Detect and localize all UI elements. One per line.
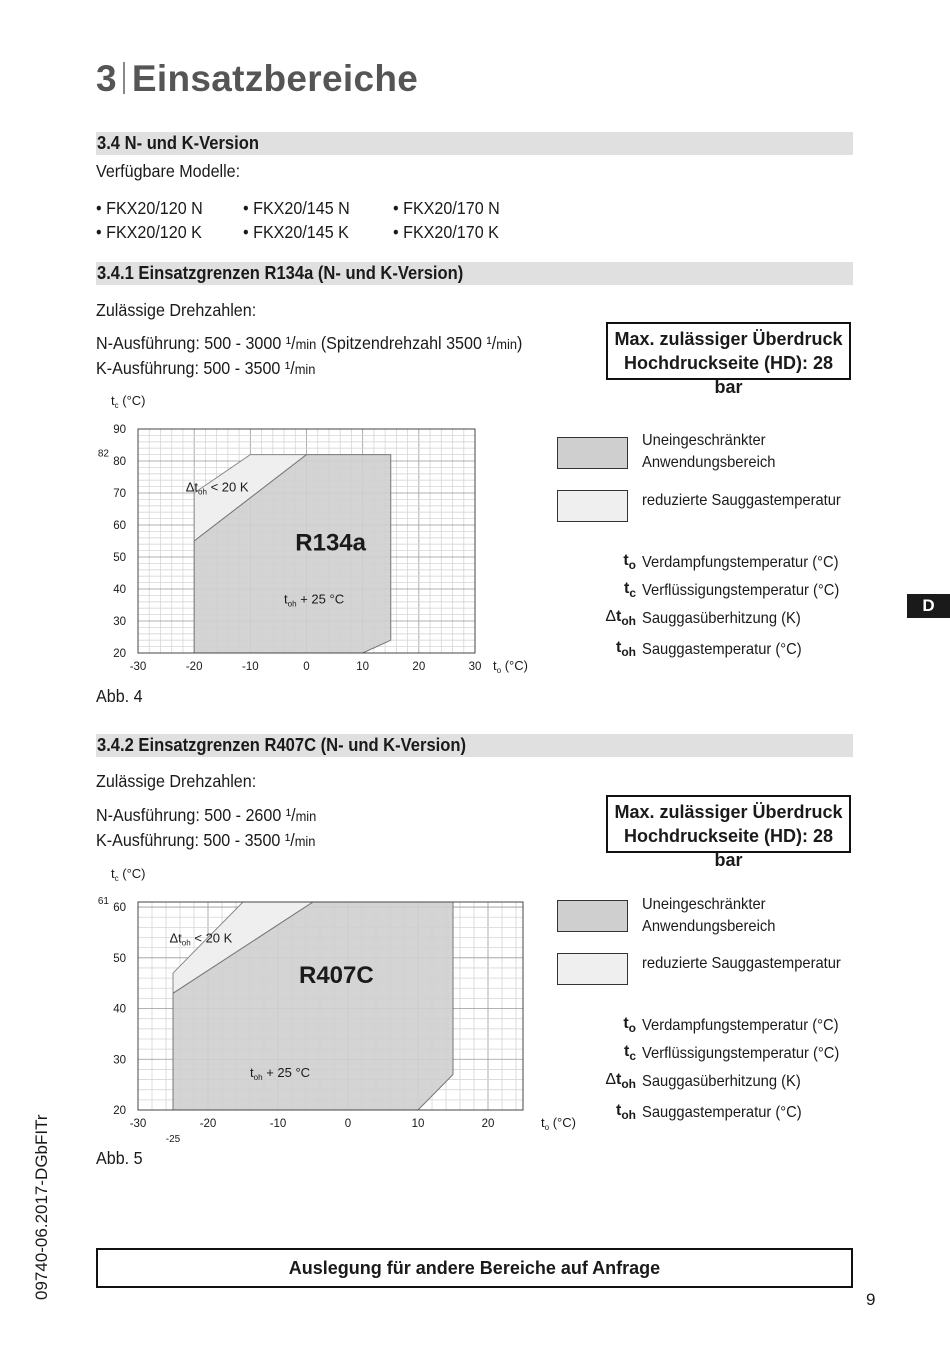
chart-r407c bbox=[80, 866, 576, 1151]
x-tick-label: 10 bbox=[411, 1118, 425, 1130]
annotation-reduced: $\Delta t_{oh} < 20$ K bbox=[169, 930, 233, 948]
max-pressure-line2: Hochdruckseite (HD): 28 bar bbox=[623, 826, 834, 870]
symbol-description: Sauggasüberhitzung (K) bbox=[642, 610, 801, 627]
symbol: $\Delta t_{oh}$ bbox=[605, 608, 636, 629]
y-tick-label: 60 bbox=[113, 902, 126, 915]
chart-title: R407C bbox=[299, 962, 374, 990]
symbol-description: Sauggastemperatur (°C) bbox=[642, 1104, 802, 1121]
y-tick-label: 20 bbox=[113, 648, 126, 660]
symbol: $t_c$ bbox=[623, 580, 636, 601]
annotation-main: $t_{oh} + 25$ °C bbox=[284, 591, 345, 609]
y-tick-label: 60 bbox=[113, 520, 126, 532]
x-tick-label: -20 bbox=[185, 661, 203, 673]
x-axis-label: $t_o$ (°C) bbox=[493, 658, 528, 675]
symbol-description: Verflüssigungstemperatur (°C) bbox=[642, 582, 840, 599]
n-speed-line: N-Ausführung: 500 - 2600 ¹/min bbox=[96, 805, 317, 825]
k-speed-line: K-Ausführung: 500 - 3500 ¹/min bbox=[96, 358, 316, 378]
figure-caption-4: Abb. 4 bbox=[96, 686, 143, 706]
language-tab: D bbox=[907, 594, 950, 618]
chart-r134a bbox=[80, 388, 550, 678]
legend-reduced-label: reduzierte Sauggastemperatur bbox=[642, 492, 841, 509]
model-item: • FKX20/145 K bbox=[243, 222, 349, 242]
y-tick-label: 90 bbox=[113, 424, 126, 436]
y-axis-label: $t_c$ (°C) bbox=[111, 393, 146, 410]
y-axis-label: $t_c$ (°C) bbox=[111, 866, 146, 883]
symbol-legend-row bbox=[600, 1043, 840, 1064]
y-tick-label: 20 bbox=[113, 1105, 126, 1117]
y-tick-label: 50 bbox=[113, 552, 126, 564]
x-axis-label: $t_o$ (°C) bbox=[541, 1115, 576, 1132]
legend-unrestricted-label: Uneingeschränkter Anwendungsbereich bbox=[642, 432, 776, 471]
x-tick-label-extra: -25 bbox=[165, 1134, 181, 1145]
model-item: • FKX20/170 K bbox=[393, 222, 499, 242]
section-title-3-4: 3.4 N- und K-Version bbox=[97, 133, 259, 153]
symbol-legend-row bbox=[600, 1102, 802, 1123]
models-intro: Verfügbare Modelle: bbox=[96, 161, 241, 181]
symbol-legend-row bbox=[600, 1071, 801, 1092]
y-tick-label: 30 bbox=[113, 1054, 126, 1067]
symbol: $t_o$ bbox=[623, 552, 636, 573]
x-tick-label: 30 bbox=[468, 661, 482, 673]
x-tick-label: 0 bbox=[303, 661, 310, 673]
legend-reduced-label: reduzierte Sauggastemperatur bbox=[642, 955, 841, 972]
x-tick-label: -30 bbox=[129, 661, 147, 673]
symbol: $t_o$ bbox=[623, 1015, 636, 1036]
max-pressure-box bbox=[606, 795, 851, 870]
x-tick-label: -10 bbox=[242, 661, 259, 673]
legend-swatch-reduced bbox=[557, 953, 628, 985]
legend-swatch-unrestricted bbox=[557, 900, 628, 932]
symbol-description: Verflüssigungstemperatur (°C) bbox=[642, 1045, 840, 1062]
x-tick-label: -20 bbox=[199, 1118, 217, 1130]
section-title-3-4-1: 3.4.1 Einsatzgrenzen R134a (N- und K-Version) bbox=[97, 263, 464, 283]
figure-caption-5: Abb. 5 bbox=[96, 1148, 143, 1168]
y-tick-label: 40 bbox=[113, 584, 126, 596]
symbol: $t_{oh}$ bbox=[616, 639, 636, 660]
max-pressure-box bbox=[606, 322, 851, 397]
x-tick-label: 20 bbox=[481, 1118, 495, 1130]
model-item: • FKX20/145 N bbox=[243, 198, 350, 218]
model-item: • FKX20/170 N bbox=[393, 198, 500, 218]
model-item: • FKX20/120 K bbox=[96, 222, 202, 242]
n-speed-line: N-Ausführung: 500 - 3000 ¹/min (Spitzendrehzahl 3500 ¹/min) bbox=[96, 333, 523, 353]
symbol-legend-row bbox=[600, 1015, 839, 1036]
symbol-description: Verdampfungstemperatur (°C) bbox=[642, 554, 839, 571]
y-tick-label: 50 bbox=[113, 952, 126, 965]
model-item: • FKX20/120 N bbox=[96, 198, 203, 218]
y-tick-label: 70 bbox=[113, 488, 126, 500]
y-tick-label: 80 bbox=[113, 456, 126, 468]
legend-swatch-unrestricted bbox=[557, 437, 628, 469]
legend-unrestricted-label: Uneingeschränkter Anwendungsbereich bbox=[642, 896, 776, 935]
annotation-main: $t_{oh} + 25$ °C bbox=[250, 1065, 311, 1083]
y-tick-label: 30 bbox=[113, 616, 126, 628]
symbol-legend-row bbox=[600, 580, 840, 601]
y-tick-label: 40 bbox=[113, 1003, 126, 1016]
symbol: $t_{oh}$ bbox=[616, 1102, 636, 1123]
max-pressure-line1: Max. zulässiger Überdruck bbox=[614, 802, 843, 822]
symbol-legend-row bbox=[600, 639, 802, 660]
x-tick-label: 0 bbox=[344, 1118, 352, 1130]
symbol-legend-row bbox=[600, 552, 839, 573]
speeds-label: Zulässige Drehzahlen: bbox=[96, 771, 257, 791]
max-pressure-line2: Hochdruckseite (HD): 28 bar bbox=[623, 353, 834, 397]
chapter-separator bbox=[123, 62, 125, 94]
symbol: $\Delta t_{oh}$ bbox=[605, 1071, 636, 1092]
y-tick-label-extra: 82 bbox=[97, 448, 109, 460]
section-title-3-4-2: 3.4.2 Einsatzgrenzen R407C (N- und K-Version) bbox=[97, 735, 467, 755]
chapter-number: 3 bbox=[96, 58, 117, 99]
x-tick-label: -10 bbox=[269, 1118, 287, 1130]
max-pressure-line1: Max. zulässiger Überdruck bbox=[614, 329, 843, 349]
symbol-description: Sauggasüberhitzung (K) bbox=[642, 1073, 801, 1090]
x-tick-label: 10 bbox=[356, 661, 370, 673]
chapter-heading bbox=[96, 58, 418, 100]
chapter-title: Einsatzbereiche bbox=[131, 58, 419, 99]
symbol-legend-row bbox=[600, 608, 801, 629]
footer-note-box: Auslegung für andere Bereiche auf Anfrage bbox=[96, 1248, 853, 1288]
symbol: $t_c$ bbox=[623, 1043, 636, 1064]
symbol-description: Sauggastemperatur (°C) bbox=[642, 641, 802, 658]
k-speed-line: K-Ausführung: 500 - 3500 ¹/min bbox=[96, 830, 316, 850]
speeds-label: Zulässige Drehzahlen: bbox=[96, 300, 257, 320]
document-code: 09740-06.2017-DGbFITr bbox=[32, 1114, 51, 1300]
page-number: 9 bbox=[866, 1290, 876, 1309]
symbol-description: Verdampfungstemperatur (°C) bbox=[642, 1017, 839, 1034]
y-tick-label-extra: 61 bbox=[97, 896, 109, 907]
legend-swatch-reduced bbox=[557, 490, 628, 522]
x-tick-label: -30 bbox=[129, 1118, 147, 1130]
x-tick-label: 20 bbox=[412, 661, 426, 673]
annotation-reduced: $\Delta t_{oh} < 20$ K bbox=[185, 479, 249, 497]
chart-title: R134a bbox=[295, 529, 367, 557]
